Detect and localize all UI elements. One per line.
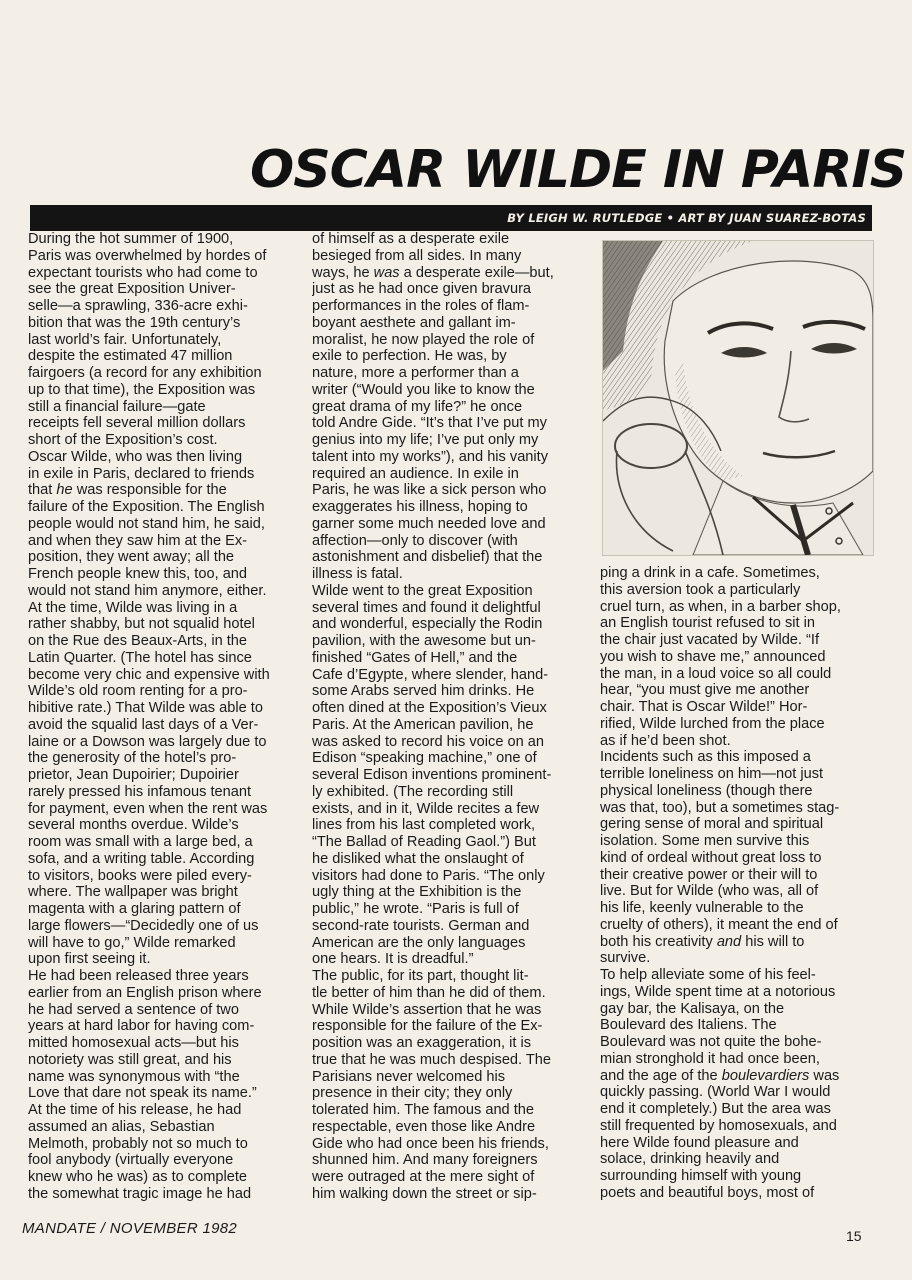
text-run: was quickly passing. (World War I would end it completely.) But the area was still frequented by homosexuals, and here Wilde found pleasure and solace, drinking heavily and surrounding himself with young poets and beautiful boys, most of: [600, 1067, 840, 1201]
body-column-2: [312, 231, 594, 1201]
byline: BY LEIGH W. RUTLEDGE • ART BY JUAN SUAREZ-BOTAS: [507, 211, 866, 225]
page-number: 15: [846, 1228, 862, 1244]
byline-bar: [30, 205, 872, 231]
italic-text: boulevardiers: [721, 1067, 810, 1084]
text-run: of himself as a desperate exile besieged from all sides. In many ways, he: [312, 231, 522, 281]
text-run: was responsible for the failure of the Exposition. The English people would not stand him, he said, and when they saw him at the Ex- position, they went away; all the French people knew this, too, and would not stand him anymore, either. At the time, Wilde was living in a rather shabby, but not squalid hotel on the Rue des Beaux-Arts, in the Latin Quarter. (The hotel has since become very chic and expensive with Wilde’s old room renting for a pro- hibitive rate.) That Wilde was able to avoid the squalid last days of a Ver- laine or a Dowson was largely due to the generosity of the hotel’s pro- prietor, Jean Dupoirier; Dupoirier rarely pressed his infamous tenant for payment, even when the rent was several months overdue. Wilde’s room was small with a large bed, a sofa, and a writing table. According to visitors, books were piled every- where. The wallpaper was bright magenta with a glaring pattern of large flowers—“Decidedly one of us will have to go,” Wilde remarked upon first seeing it. He had been released three years earlier from an English prison where he had served a sentence of two years at hard labor for having com- mitted homosexual acts—but his notoriety was still great, and his name was synonymous with “the Love that dare not speak its name.” At the time of his release, he had assumed an alias, Sebastian Melmoth, probably not so much to fool anybody (virtually everyone knew who he was) as to complete the somewhat tragic image he had: [28, 482, 270, 1201]
body-column-3: [600, 565, 872, 1201]
text-run: ping a drink in a cafe. Sometimes, this aversion took a particularly cruel turn, as when, in a barber shop, an English tourist refused to sit in the chair just vacated by Wilde. “If you wish to shave me,” announced the man, in a loud voice so all could hear, “you must give me another chair. That is Oscar Wilde!” Hor- rified, Wilde lurched from the place as if he’d been shot. Incidents such as this imposed a terrible loneliness on him—not just physical loneliness (though there was that, too), but a sometimes stag- gering sense of moral and spiritual isolation. Some men survive this kind of ordeal without great loss to their creative power or their will to live. But for Wilde (who was, all of his life, keenly vulnerable to the cruelty of others), it meant the end of both his creativity: [600, 565, 841, 950]
portrait-sketch-icon: [603, 241, 873, 555]
publication-footer: MANDATE / NOVEMBER 1982: [22, 1220, 238, 1237]
italic-text: was: [373, 264, 400, 281]
italic-text: he: [56, 482, 73, 499]
body-column-1: [28, 231, 306, 1201]
text-run: his will to survive. To help alleviate some of his feel- ings, Wilde spent time at a notorious gay bar, the Kalisaya, on the Boulevard des Italiens. The Boulevard was not quite the bohe- mian stronghold it had once been, and the age of the: [600, 933, 836, 1084]
text-run: During the hot summer of 1900, Paris was overwhelmed by hordes of expectant tourists who had come to see the great Exposition Univer- selle—a sprawling, 336-acre exhi- bition that was the 19th century’s last world’s fair. Unfortunately, despite the estimated 47 million fairgoers (a record for any exhibition up to that time), the Exposition was still a financial failure—gate receipts fell several million dollars short of the Exposition’s cost. Oscar Wilde, who was then living in exile in Paris, declared to friends that: [28, 231, 267, 499]
portrait-illustration: [602, 240, 874, 556]
text-run: a desperate exile—but, just as he had once given bravura performances in the roles of flam- boyant aesthete and gallant im- moralist, he now played the role of exile to perfection. He was, by nature, more a performer than a writer (“Would you like to know the great drama of my life?” he once told Andre Gide. “It’s that I’ve put my genius into my life; I’ve put only my talent into my works”), and his vanity required an audience. In exile in Paris, he was like a sick person who exaggerates his illness, hoping to garner some much needed love and affection—only to discover (with astonishment and disbelief) that the illness is fatal. Wilde went to the great Exposition several times and found it delightful and wonderful, especially the Rodin pavilion, with the awesome but un- finished “Gates of Hell,” and the Cafe d’Egypte, where slender, hand- some Arabs served him drinks. He often dined at the Exposition’s Vieux Paris. At the American pavilion, he was asked to record his voice on an Edison “speaking machine,” one of several Edison inventions prominent- ly exhibited. (The recording still exists, and in it, Wilde recites a few lines from his last completed work, “The Ballad of Reading Gaol.”) But he disliked what the onslaught of visitors had done to Paris. “The only ugly thing at the Exhibition is the public,” he wrote. “Paris is full of second-rate tourists. German and American are the only languages one hears. It is dreadful.” The public, for its part, thought lit- tle better of him than he did of them. While Wilde’s assertion that he was responsible for the failure of the Ex- position was an exaggeration, it is true that he was much despised. The Parisians never welcomed his presence in their city; they only tolerated him. The famous and the respectable, even those like Andre Gide who had once been his friends, shunned him. And many foreigners were outraged at the mere sight of him walking down the street or sip-: [312, 264, 554, 1201]
italic-text: and: [716, 933, 742, 950]
article-title: OSCAR WILDE IN PARIS: [250, 140, 907, 200]
